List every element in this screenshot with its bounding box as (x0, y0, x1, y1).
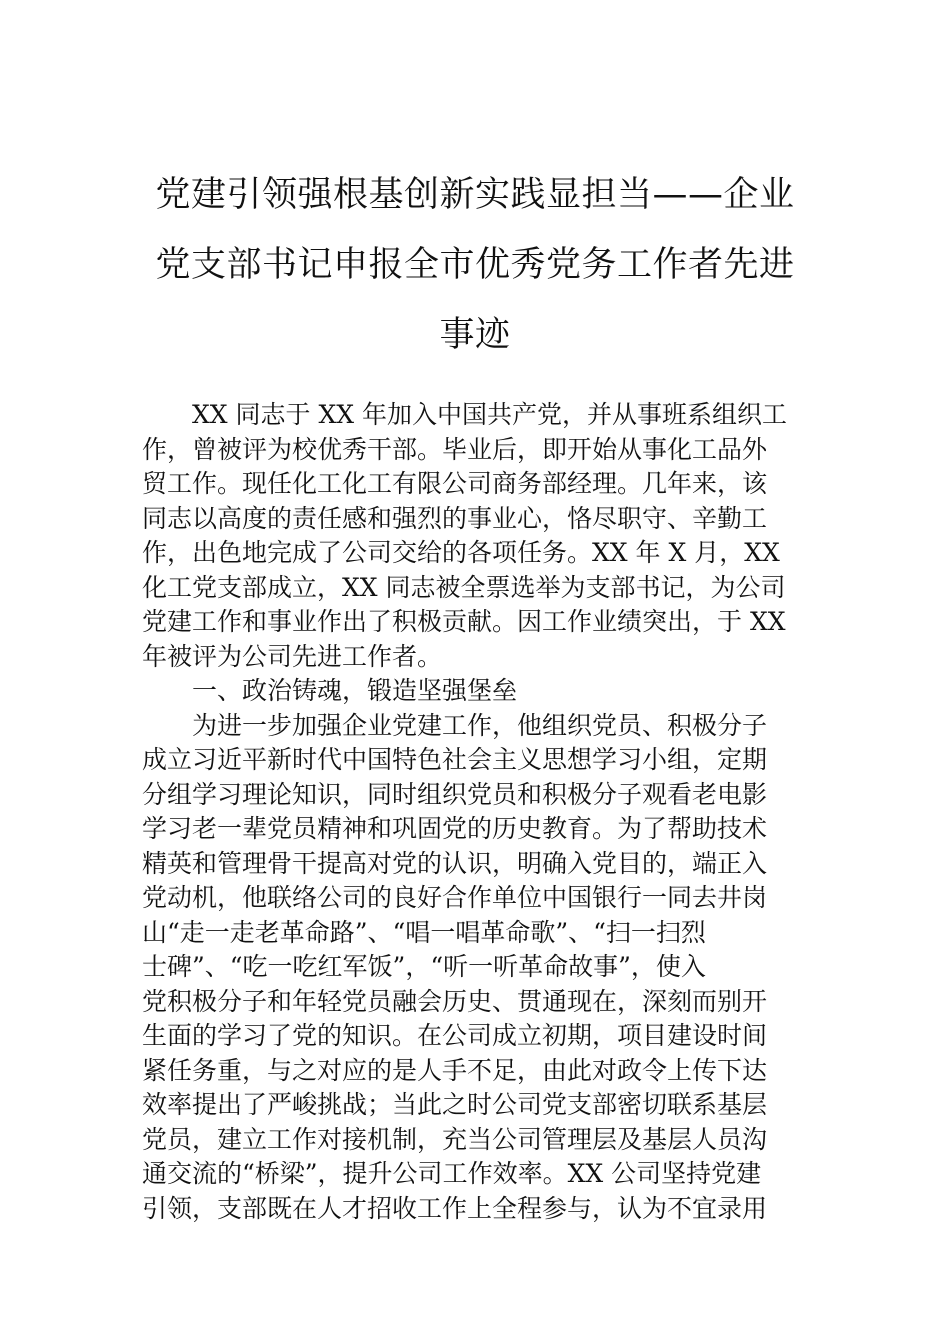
text-line: 党员，建立工作对接机制，充当公司管理层及基层人员沟 (142, 1124, 768, 1154)
text-line: 引领，支部既在人才招收工作上全程参与，认为不宜录用 (142, 1193, 768, 1223)
section-heading: 一、政治铸魂，锻造坚强堡垒 (192, 676, 518, 705)
text-line: 效率提出了严峻挑战；当此之时公司党支部密切联系基层 (142, 1090, 768, 1119)
text-line: 分组学习理论知识，同时组织党员和积极分子观看老电影 (142, 779, 768, 809)
text-line: 贸工作。现任化工化工有限公司商务部经理。几年来，该 (142, 469, 768, 498)
text-line: 年被评为公司先进工作者。 (142, 641, 443, 671)
text-line: 成立习近平新时代中国特色社会主义思想学习小组，定期 (142, 745, 768, 774)
text-line: 山“走一走老革命路”、“唱一唱革命歌”、“扫一扫烈 (142, 917, 706, 947)
text-line: 作，出色地完成了公司交给的各项任务。XX 年 X 月，XX (142, 538, 780, 567)
text-line: 作，曾被评为校优秀干部。毕业后，即开始从事化工品外 (142, 434, 768, 464)
document-title (140, 160, 810, 370)
title-line: 党支部书记申报全市优秀党务工作者先进 (155, 245, 795, 285)
title-line: 事迹 (439, 315, 511, 355)
text-line: 学习老一辈党员精神和巩固党的历史教育。为了帮助技术 (142, 814, 768, 843)
text-line: 生面的学习了党的知识。在公司成立初期，项目建设时间 (142, 1021, 768, 1050)
section-paragraph (142, 709, 810, 1227)
document-body (142, 398, 810, 1226)
title-line: 党建引领强根基创新实践显担当——企业 (155, 175, 795, 215)
text-line: 精英和管理骨干提高对党的认识，明确入党目的，端正入 (142, 848, 768, 878)
text-line: 紧任务重，与之对应的是人手不足，由此对政令上传下达 (142, 1055, 768, 1085)
text-line: 同志以高度的责任感和强烈的事业心，恪尽职守、辛勤工 (142, 503, 768, 533)
text-line: 化工党支部成立，XX 同志被全票选举为支部书记，为公司 (142, 572, 786, 602)
text-line: 士碑”、“吃一吃红军饭”，“听一听革命故事”，使入 (142, 952, 706, 981)
text-line: 党动机，他联络公司的良好合作单位中国银行一同去井岗 (142, 883, 768, 912)
text-line: 党积极分子和年轻党员融会历史、贯通现在，深刻而别开 (142, 986, 768, 1016)
text-line: XX 同志于 XX 年加入中国共产党，并从事班系组织工 (192, 400, 788, 429)
text-line: 为进一步加强企业党建工作，他组织党员、积极分子 (192, 710, 768, 740)
intro-paragraph (142, 398, 810, 674)
text-line: 通交流的“桥梁”，提升公司工作效率。XX 公司坚持党建 (142, 1159, 762, 1188)
text-line: 党建工作和事业作出了积极贡献。因工作业绩突出，于 XX (142, 607, 786, 636)
